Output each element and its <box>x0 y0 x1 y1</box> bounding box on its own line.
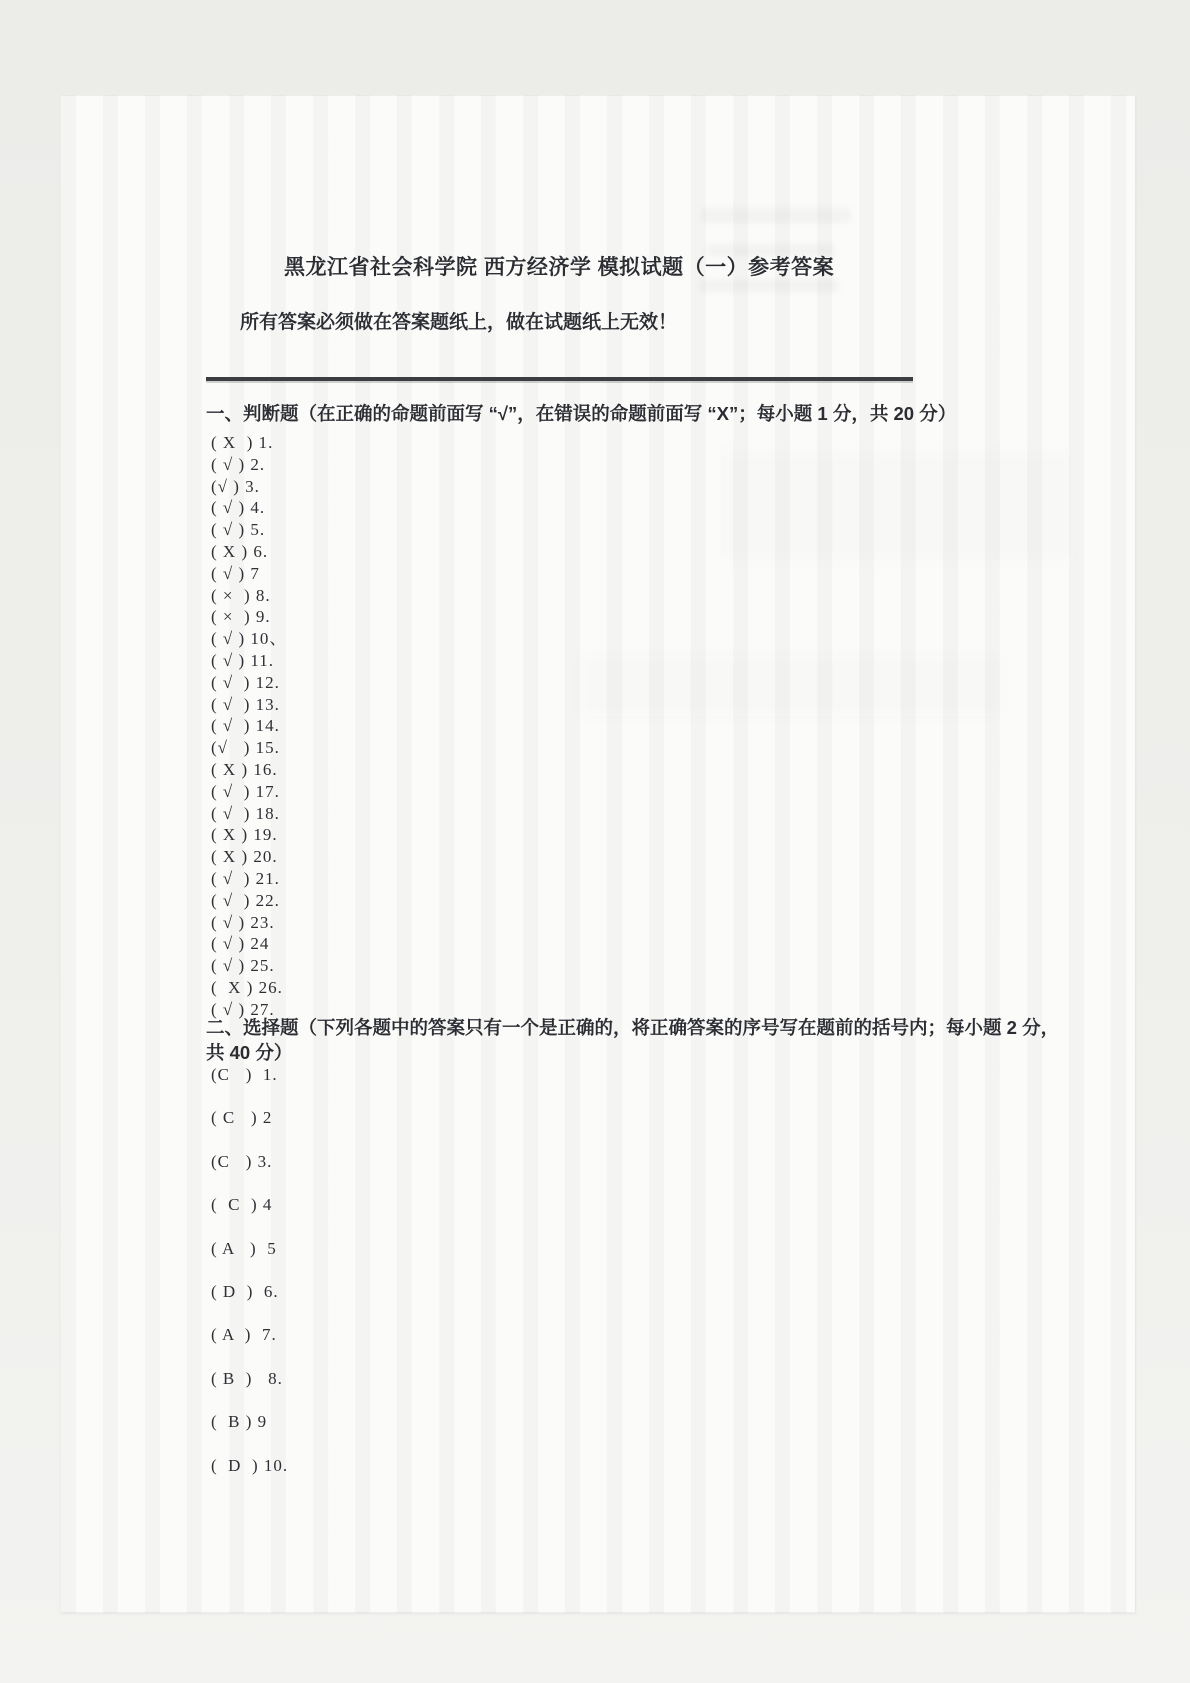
answer-line: ( B ) 9 <box>211 1412 268 1432</box>
bleed-through-smudge <box>581 656 1001 716</box>
answer-line: ( C ) 4 <box>211 1195 273 1215</box>
bleed-through-smudge <box>721 451 1071 561</box>
answer-line: ( √ ) 17. <box>211 781 280 801</box>
answer-line: ( X ) 6. <box>211 541 269 561</box>
answer-line: (√ ) 3. <box>211 476 260 496</box>
answer-line: ( D ) 10. <box>211 1455 289 1475</box>
answer-line: ( √ ) 22. <box>211 890 280 910</box>
section2-choice-heading-line2: 共 40 分） <box>206 1042 293 1063</box>
answer-line: ( √ ) 18. <box>211 803 280 823</box>
answer-line: ( A ) 5 <box>211 1238 277 1258</box>
answer-line: ( √ ) 24 <box>211 934 270 954</box>
answer-line: ( X ) 26. <box>211 977 283 997</box>
answer-line: (√ ) 15. <box>211 738 280 758</box>
answer-line: ( √ ) 23. <box>211 912 275 932</box>
answer-line: ( × ) 8. <box>211 585 271 605</box>
answer-line: (C ) 3. <box>211 1151 273 1171</box>
answer-line: ( √ ) 2. <box>211 454 266 474</box>
answer-line: ( √ ) 11. <box>211 650 275 670</box>
answer-line: ( √ ) 21. <box>211 868 280 888</box>
answer-line: ( X ) 1. <box>211 433 274 452</box>
answer-line: ( √ ) 27. <box>211 999 275 1019</box>
divider-rule <box>206 377 913 381</box>
answer-line: ( X ) 16. <box>211 759 278 779</box>
answer-line: ( A ) 7. <box>211 1325 277 1345</box>
answer-line: ( B ) 8. <box>211 1368 283 1388</box>
truefalse-answer-list <box>211 432 287 1021</box>
answer-line: ( √ ) 4. <box>211 498 266 518</box>
choice-answer-list <box>211 1064 288 1498</box>
answer-line: ( √ ) 14. <box>211 716 280 736</box>
answer-line: ( D ) 6. <box>211 1281 279 1301</box>
bleed-through-smudge <box>701 208 851 223</box>
answer-sheet-notice: 所有答案必须做在答案题纸上，做在试题纸上无效！ <box>240 312 678 333</box>
section1-truefalse-heading: 一、判断题（在正确的命题前面写 “√”，在错误的命题前面写 “X”；每小题 1 分，共 20 分） <box>206 403 957 424</box>
answer-line: ( X ) 19. <box>211 825 278 845</box>
answer-line: ( √ ) 10、 <box>211 629 288 649</box>
page-title: 黑龙江省社会科学院 西方经济学 模拟试题（一）参考答案 <box>284 256 835 279</box>
answer-line: ( X ) 20. <box>211 847 278 867</box>
scanned-page <box>60 95 1136 1613</box>
answer-line: ( √ ) 13. <box>211 694 280 714</box>
answer-line: ( √ ) 7 <box>211 563 260 583</box>
answer-line: ( √ ) 12. <box>211 672 280 692</box>
answer-line: (C ) 1. <box>211 1065 278 1084</box>
answer-line: ( C ) 2 <box>211 1108 273 1128</box>
answer-line: ( × ) 9. <box>211 607 271 627</box>
answer-line: ( √ ) 25. <box>211 956 275 976</box>
section2-choice-heading-line1: 二、选择题（下列各题中的答案只有一个是正确的，将正确答案的序号写在题前的括号内；每小题 2 分， <box>206 1017 1060 1038</box>
answer-line: ( √ ) 5. <box>211 520 266 540</box>
